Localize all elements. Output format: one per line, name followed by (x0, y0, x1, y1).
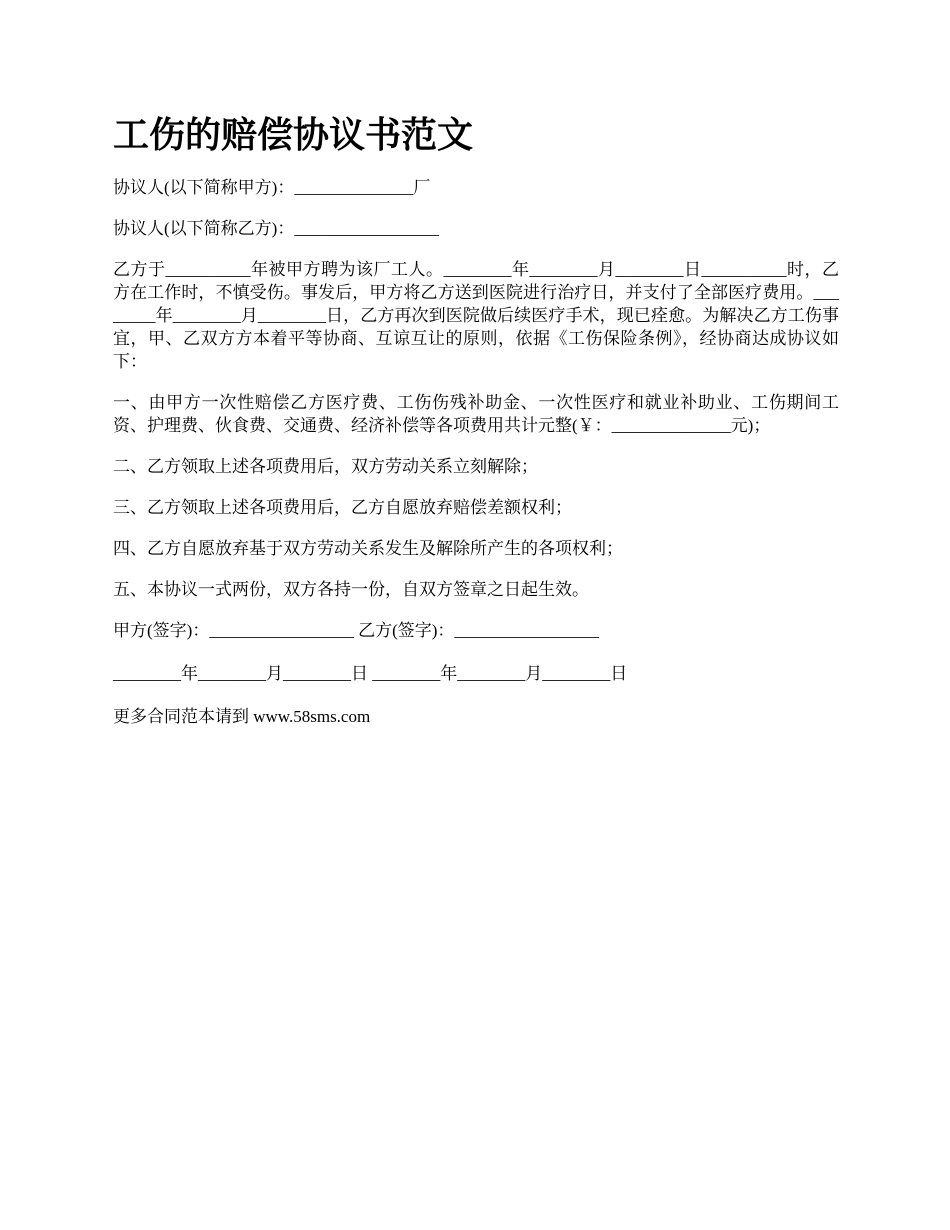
clause-4: 四、乙方自愿放弃基于双方劳动关系发生及解除所产生的各项权利； (113, 539, 623, 558)
party-a-line: 协议人(以下简称甲方)：______________厂 (113, 178, 431, 197)
date-line: ________年________月________日 ________年________月________日 (113, 664, 628, 683)
clause-5: 五、本协议一式两份，双方各持一份，自双方签章之日起生效。 (113, 580, 589, 599)
clause-3: 三、乙方领取上述各项费用后，乙方自愿放弃赔偿差额权利； (113, 498, 572, 517)
clause-1: 一、由甲方一次性赔偿乙方医疗费、工伤伤残补助金、一次性医疗和就业补助业、工伤期间工资、护理费、伙食费、交通费、经济补偿等各项费用共计元整(￥：______________元)； (113, 393, 839, 435)
intro-paragraph: 乙方于__________年被甲方聘为该厂工人。________年________月________日__________时，乙方在工作时，不慎受伤。事发后，甲方将乙方送到医院进行治疗日，并支付了全部医疗费用。________年________月________日，乙方再次到医院做后续医疗手术，现已痊愈。为解决乙方工伤事宜，甲、乙双方方本着平等协商、互谅互让的原则，依据《工伤保险条例》，经协商达成协议如下： (113, 260, 839, 371)
document-page (113, 110, 839, 746)
party-b-line: 协议人(以下简称乙方)：_________________ (113, 219, 439, 238)
signature-line: 甲方(签字)：_________________ 乙方(签字)：_________________ (113, 621, 599, 640)
clause-2: 二、乙方领取上述各项费用后，双方劳动关系立刻解除； (113, 457, 538, 476)
footer-link-text: 更多合同范本请到 www.58sms.com (113, 707, 371, 726)
document-title: 工伤的赔偿协议书范文 (113, 115, 474, 155)
